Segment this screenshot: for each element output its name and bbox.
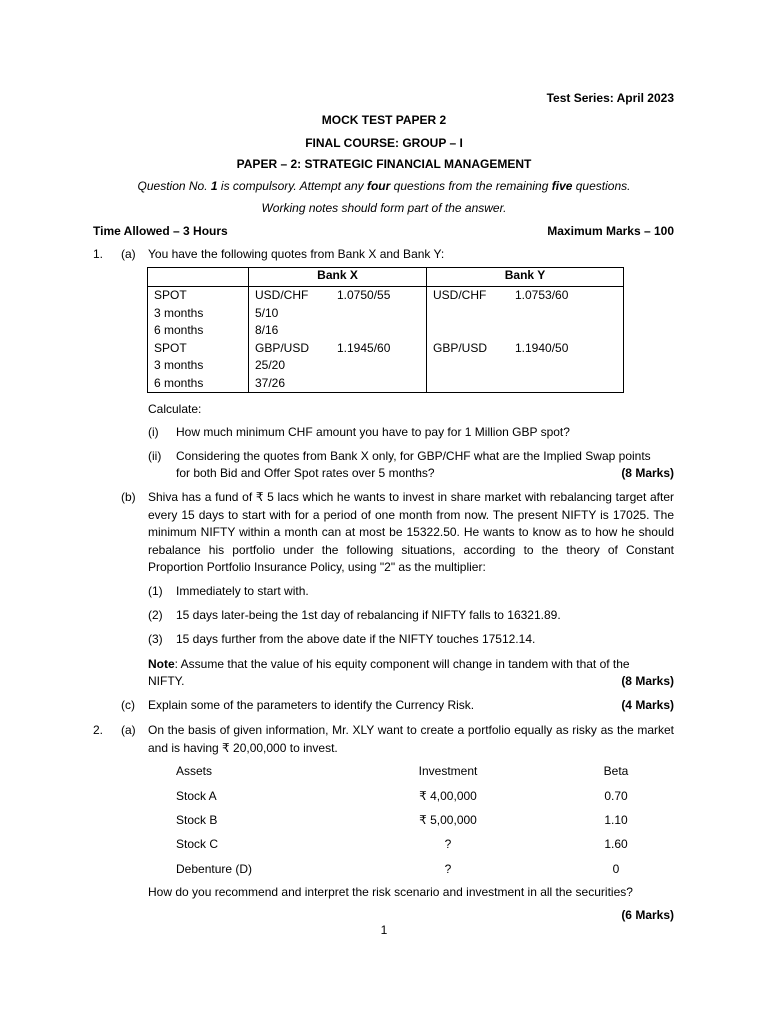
subpart-text: 15 days further from the above date if the NIFTY touches 17512.14.	[176, 632, 536, 646]
time-allowed: Time Allowed – 3 Hours	[93, 224, 228, 238]
asset-name: Debenture (D)	[176, 862, 253, 876]
note-cont: NIFTY.	[148, 674, 185, 688]
question-number: 2.	[93, 723, 104, 737]
table-header: Bank X	[249, 268, 427, 287]
table-cell: SPOT 3 months 6 months SPOT 3 months 6 months	[148, 287, 249, 393]
instructions: Question No. 1 is compulsory. Attempt any four questions from the remaining five questions.	[137, 179, 631, 193]
table-header	[148, 268, 249, 287]
paper-title: MOCK TEST PAPER 2	[321, 113, 447, 127]
asset-beta: 0.70	[604, 789, 628, 803]
asset-name: Stock B	[176, 813, 218, 827]
subpart-label: (ii)	[148, 449, 162, 463]
page-number: 1	[380, 923, 388, 937]
question-number: 1.	[93, 247, 104, 261]
table-cell: USD/CHF 1.0753/60 GBP/USD 1.1940/50	[427, 287, 624, 393]
asset-beta: 1.60	[604, 837, 628, 851]
maximum-marks: Maximum Marks – 100	[547, 224, 674, 238]
marks: (6 Marks)	[621, 908, 674, 922]
part-label: (a)	[121, 723, 136, 737]
subject-title: PAPER – 2: STRATEGIC FINANCIAL MANAGEMENT	[236, 157, 532, 171]
subpart-label: (1)	[148, 584, 163, 598]
table-cell: USD/CHF 1.0750/55 5/10 8/16 GBP/USD 1.1945/60 25/20 37/26	[249, 287, 427, 393]
part-label: (b)	[121, 490, 136, 504]
subpart-text: Considering the quotes from Bank X only, for GBP/CHF what are the Implied Swap points	[176, 449, 651, 463]
subpart-text: for both Bid and Offer Spot rates over 5 months?	[176, 466, 435, 480]
subpart-text: Immediately to start with.	[176, 584, 309, 598]
investment-header: Investment	[418, 764, 478, 778]
asset-investment: ?	[444, 862, 452, 876]
asset-name: Stock C	[176, 837, 219, 851]
marks: (8 Marks)	[621, 466, 674, 480]
marks: (8 Marks)	[621, 674, 674, 688]
part-label: (c)	[121, 698, 135, 712]
asset-investment: ₹ 5,00,000	[419, 813, 477, 827]
asset-investment: ?	[444, 837, 452, 851]
beta-header: Beta	[603, 764, 629, 778]
part-label: (a)	[121, 247, 136, 261]
asset-investment: ₹ 4,00,000	[419, 789, 477, 803]
assets-header: Assets	[176, 764, 213, 778]
calculate-label: Calculate:	[148, 402, 202, 416]
subpart-label: (i)	[148, 425, 159, 439]
quotes-table	[147, 267, 624, 393]
marks: (4 Marks)	[621, 698, 674, 712]
question-text: On the basis of given information, Mr. XLY want to create a portfolio equally as risky as the market and is having ₹ 20,00,000 to invest.	[148, 723, 674, 755]
table-header: Bank Y	[427, 268, 624, 287]
test-series: Test Series: April 2023	[546, 91, 674, 105]
question-text: Explain some of the parameters to identify the Currency Risk.	[148, 698, 475, 712]
subpart-text: 15 days later-being the 1st day of rebalancing if NIFTY falls to 16321.89.	[176, 608, 561, 622]
subpart-text: How much minimum CHF amount you have to pay for 1 Million GBP spot?	[176, 425, 570, 439]
asset-name: Stock A	[176, 789, 217, 803]
note: Note: Assume that the value of his equity component will change in tandem with that of the	[148, 657, 630, 671]
question-text: You have the following quotes from Bank X and Bank Y:	[148, 247, 445, 261]
question-text: Shiva has a fund of ₹ 5 lacs which he wants to invest in share market with rebalancing target after every 15 days to start with for a period of one month from now. The present NIFTY is 17025. The minimum NIFTY within a month can at most be 15322.50. He wants to know as to how he should rebalance his portfolio under the following situations, according to the theory of Constant Proportion Portfolio Insurance Policy, using "2" as the multiplier:	[148, 490, 674, 574]
subpart-label: (2)	[148, 608, 163, 622]
asset-beta: 1.10	[604, 813, 628, 827]
question-text: How do you recommend and interpret the risk scenario and investment in all the securities?	[148, 885, 633, 899]
working-notes: Working notes should form part of the answer.	[261, 201, 507, 215]
course-title: FINAL COURSE: GROUP – I	[305, 136, 463, 150]
asset-beta: 0	[612, 862, 620, 876]
subpart-label: (3)	[148, 632, 163, 646]
